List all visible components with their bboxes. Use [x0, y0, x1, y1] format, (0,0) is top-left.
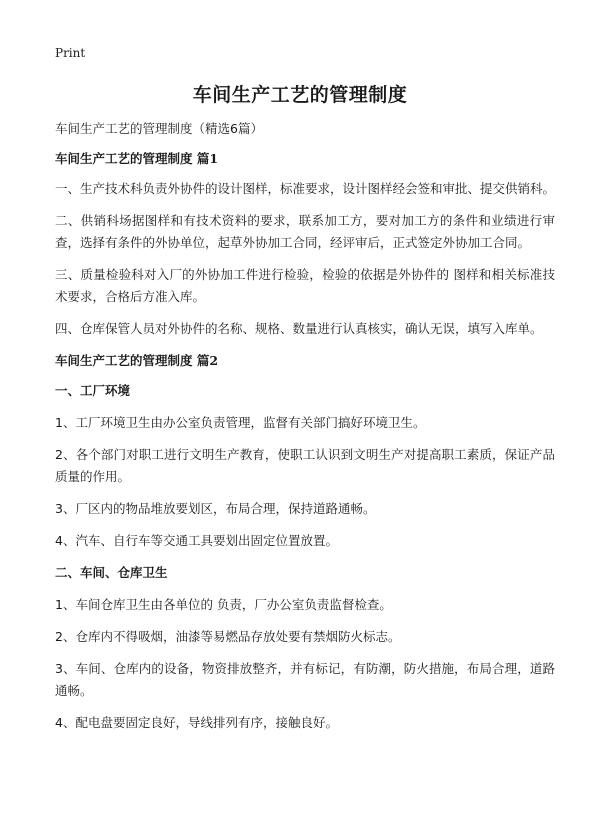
document-body	[55, 118, 555, 744]
page-title: 车间生产工艺的管理制度	[192, 84, 408, 106]
section-heading-2-text: 车间生产工艺的管理制度 篇	[55, 353, 210, 368]
paragraph: 四、仓库保管人员对外协件的名称、规格、数量进行认真核实，确认无误，填写入库单。	[55, 321, 543, 336]
paragraph: 2、各个部门对职工进行文明生产教育，使职工认识到文明生产对提高职工素质，保证产品质量的作用。	[55, 447, 555, 484]
section-heading-2	[55, 350, 555, 372]
print-link[interactable]: Print	[55, 46, 86, 60]
section-heading-2-number: 2	[209, 353, 219, 368]
sub-heading-workshop-warehouse: 二、车间、仓库卫生	[55, 565, 168, 580]
paragraph: 1、车间仓库卫生由各单位的 负责，厂办公室负责监督检查。	[55, 597, 392, 612]
paragraph: 2、仓库内不得吸烟，油漆等易燃品存放处要有禁烟防火标志。	[55, 629, 401, 644]
section-heading-1	[55, 148, 555, 170]
paragraph: 一、生产技术科负责外协件的设计图样，标准要求，设计图样经会签和审批、提交供销科。	[55, 181, 556, 196]
paragraph: 3、厂区内的物品堆放要划区，布局合理，保持道路通畅。	[55, 501, 376, 516]
paragraph: 4、配电盘要固定良好，导线排列有序，接触良好。	[55, 715, 338, 730]
paragraph: 3、车间、仓库内的设备，物资排放整齐，并有标记，有防潮，防火措施，布局合理，道路通畅。	[55, 661, 555, 698]
paragraph: 1、工厂环境卫生由办公室负责管理，监督有关部门搞好环境卫生。	[55, 415, 426, 430]
sub-heading-factory-environment: 一、工厂环境	[55, 383, 131, 398]
document-subtitle: 车间生产工艺的管理制度（精选6篇）	[55, 121, 263, 136]
paragraph: 三、质量检验科对入厂的外协加工件进行检验，检验的依据是外协件的 图样和相关标准技术要求，合格后方准入库。	[55, 267, 555, 304]
paragraph: 二、供销科场据图样和有技术资料的要求，联系加工方，要对加工方的条件和业绩进行审查，选择有条件的外协单位，起草外协加工合同，经评审后，正式签定外协加工合同。	[55, 213, 555, 250]
paragraph: 4、汽车、自行车等交通工具要划出固定位置放置。	[55, 533, 338, 548]
section-heading-1-number: 1	[209, 151, 219, 166]
section-heading-1-text: 车间生产工艺的管理制度 篇	[55, 151, 210, 166]
